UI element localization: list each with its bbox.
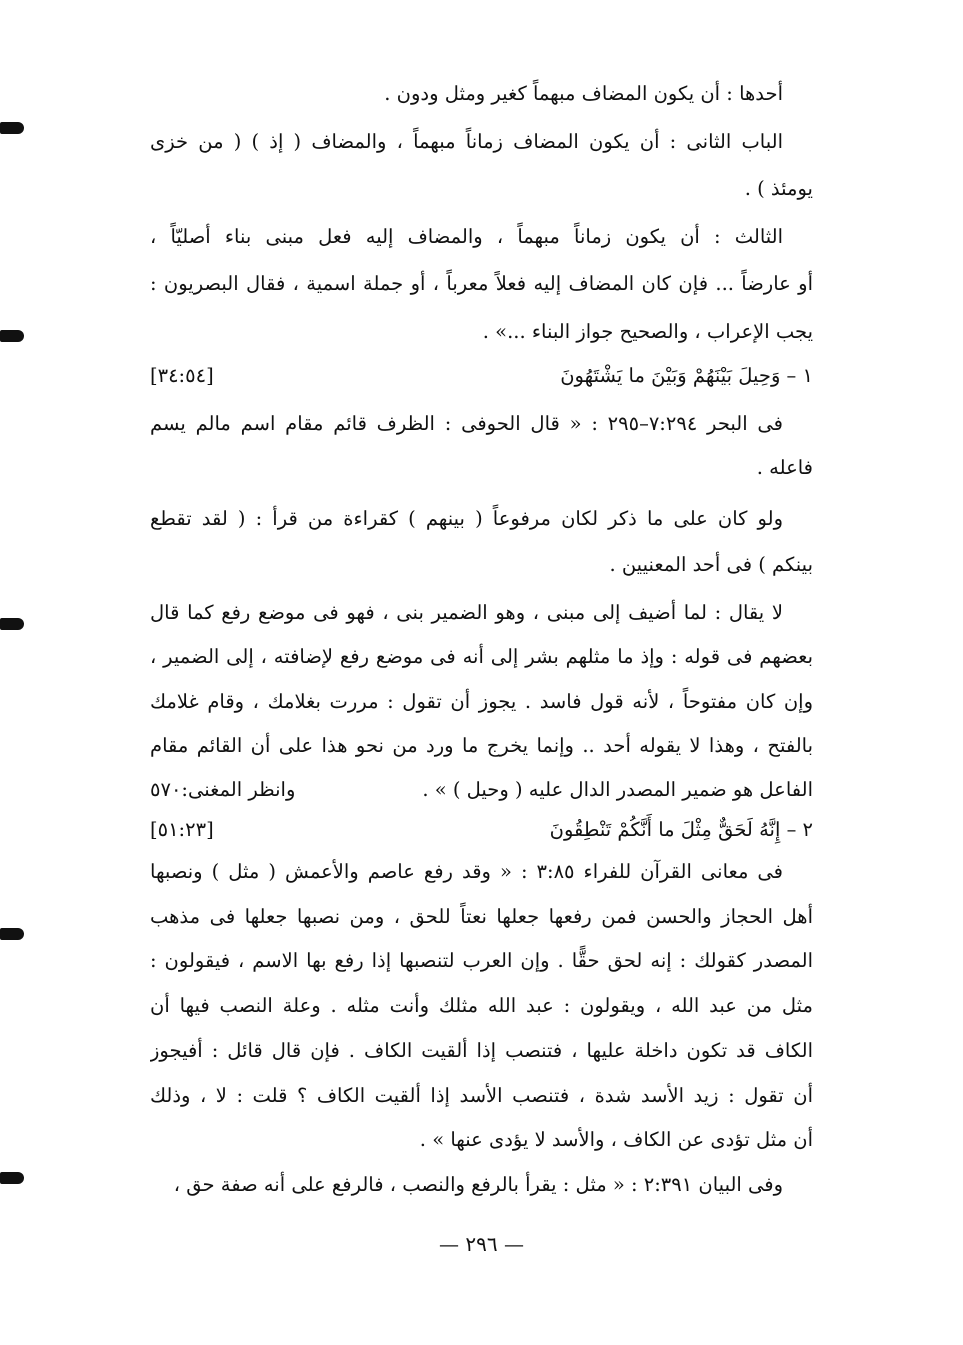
verse-text: ١ – وَحِيلَ بَيْنَهُمْ وَبَيْنَ ما يَشْتَهُونَ [560,364,813,387]
text-line: فى معانى القرآن للفراء ٣:٨٥ : « وقد رفع عاصم والأعمش ( مثل ) ونصبها [150,860,783,883]
verse-2 [150,808,813,852]
verse-text: ٢ – إِنَّهُ لَحَقٌّ مِثْلَ ما أَنَّكُمْ تَنْطِقُونَ [549,818,813,841]
text-line: وفى البيان ٢:٣٩١ : « مثل : يقرأ بالرفع والنصب ، فالرفع على أنه صفة حق ، [173,1173,783,1196]
text-line: أحدها : أن يكون المضاف مبهماً كغير ومثل ودون . [384,82,783,105]
verse-reference: [٣٤:٥٤] [150,364,214,387]
verse-1 [150,354,813,398]
text-line: أن مثل تؤدى عن الكاف ، والأسد لا يؤدى عنها » . [419,1128,813,1151]
text-line: الفاعل هو ضمير المصدر الدال عليه ( وحيل ) » . [422,778,813,801]
text-line: يومئذ ) . [744,177,813,200]
text-line: الكاف قد تكون داخلة عليها ، فتنصب إذا ألقيت الكاف . فإن قال قائل : أفيجوز [150,1039,813,1062]
margin-mark [0,122,24,134]
text-line: أو عارضاً ... فإن كان المضاف إليه فعلاً معرباً ، أو جملة اسمية ، فقال البصريون : [150,272,813,295]
page-number: — ٢٩٦ — [439,1232,524,1256]
text-line: المصدر كقولك : إنه لحق حقًّا . وإن العرب لتنصبها إذا رفع بها الاسم ، فيقولون : [150,949,813,972]
cross-reference: وانظر المغنى:٥٧٠ [150,778,296,801]
text-line: مثل من عبد الله ، ويقولون : عبد الله مثلك وأنت مثله . وعلة النصب فيها أن [150,994,813,1017]
body-text [150,72,813,1212]
text-line: الباب الثانى : أن يكون المضاف زماناً مبهماً ، والمضاف ( إذ ) ( من خزى [150,130,783,153]
margin-mark [0,618,24,630]
margin-mark [0,1172,24,1184]
text-line: أن تقول : زيد الأسد شدة ، فتنصب الأسد إذا ألقيت الكاف ؟ قلت : لا ، وذلك [150,1084,813,1107]
text-line: أهل الحجاز والحسن فمن رفعها جعلها نعتاً للحق ، ومن نصبها جعلها فى مذهب [150,905,813,928]
text-line: لا يقال : لما أضيف إلى مبنى ، وهو الضمير بنى ، فهو فى موضع رفع كما قال [150,601,783,624]
reference-line [150,768,813,812]
text-line: الثالث : أن يكون زماناً مبهماً ، والمضاف إليه فعل مبنى بناء أصليّاً ، [150,225,783,248]
text-line: بعضهم فى قوله : وإذ ما مثلهم بشر إلى أنه فى موضع رفع لإضافته ، إلى الضمير ، [150,645,813,668]
text-line: فاعله . [756,456,813,479]
text-line: ولو كان على ما ذكر لكان مرفوعاً ( بينهم ) كقراءة من قرأ : ( لقد تقطع [150,507,783,530]
margin-mark [0,330,24,342]
margin-mark [0,928,24,940]
text-line: يجب الإعراب ، والصحيح جواز البناء ...» . [482,320,813,343]
verse-reference: [٥١:٢٣] [150,818,214,841]
text-line: بينكم ) فى أحد المعنيين . [609,553,813,576]
text-line: فى البحر ٧:٢٩٤–٢٩٥ : « قال الحوفى : الظرف قائم مقام اسم مالم يسم [150,412,783,435]
text-line: بالفتح ، وهذا لا يقوله أحد .. وإنما يخرج ما ورد من نحو هذا على أن القائم مقام [150,734,813,757]
text-line: وإن كان مفتوحاً ، لأنه قول فاسد . يجوز أن تقول : مررت بغلامك ، وقام غلامك [150,690,813,713]
